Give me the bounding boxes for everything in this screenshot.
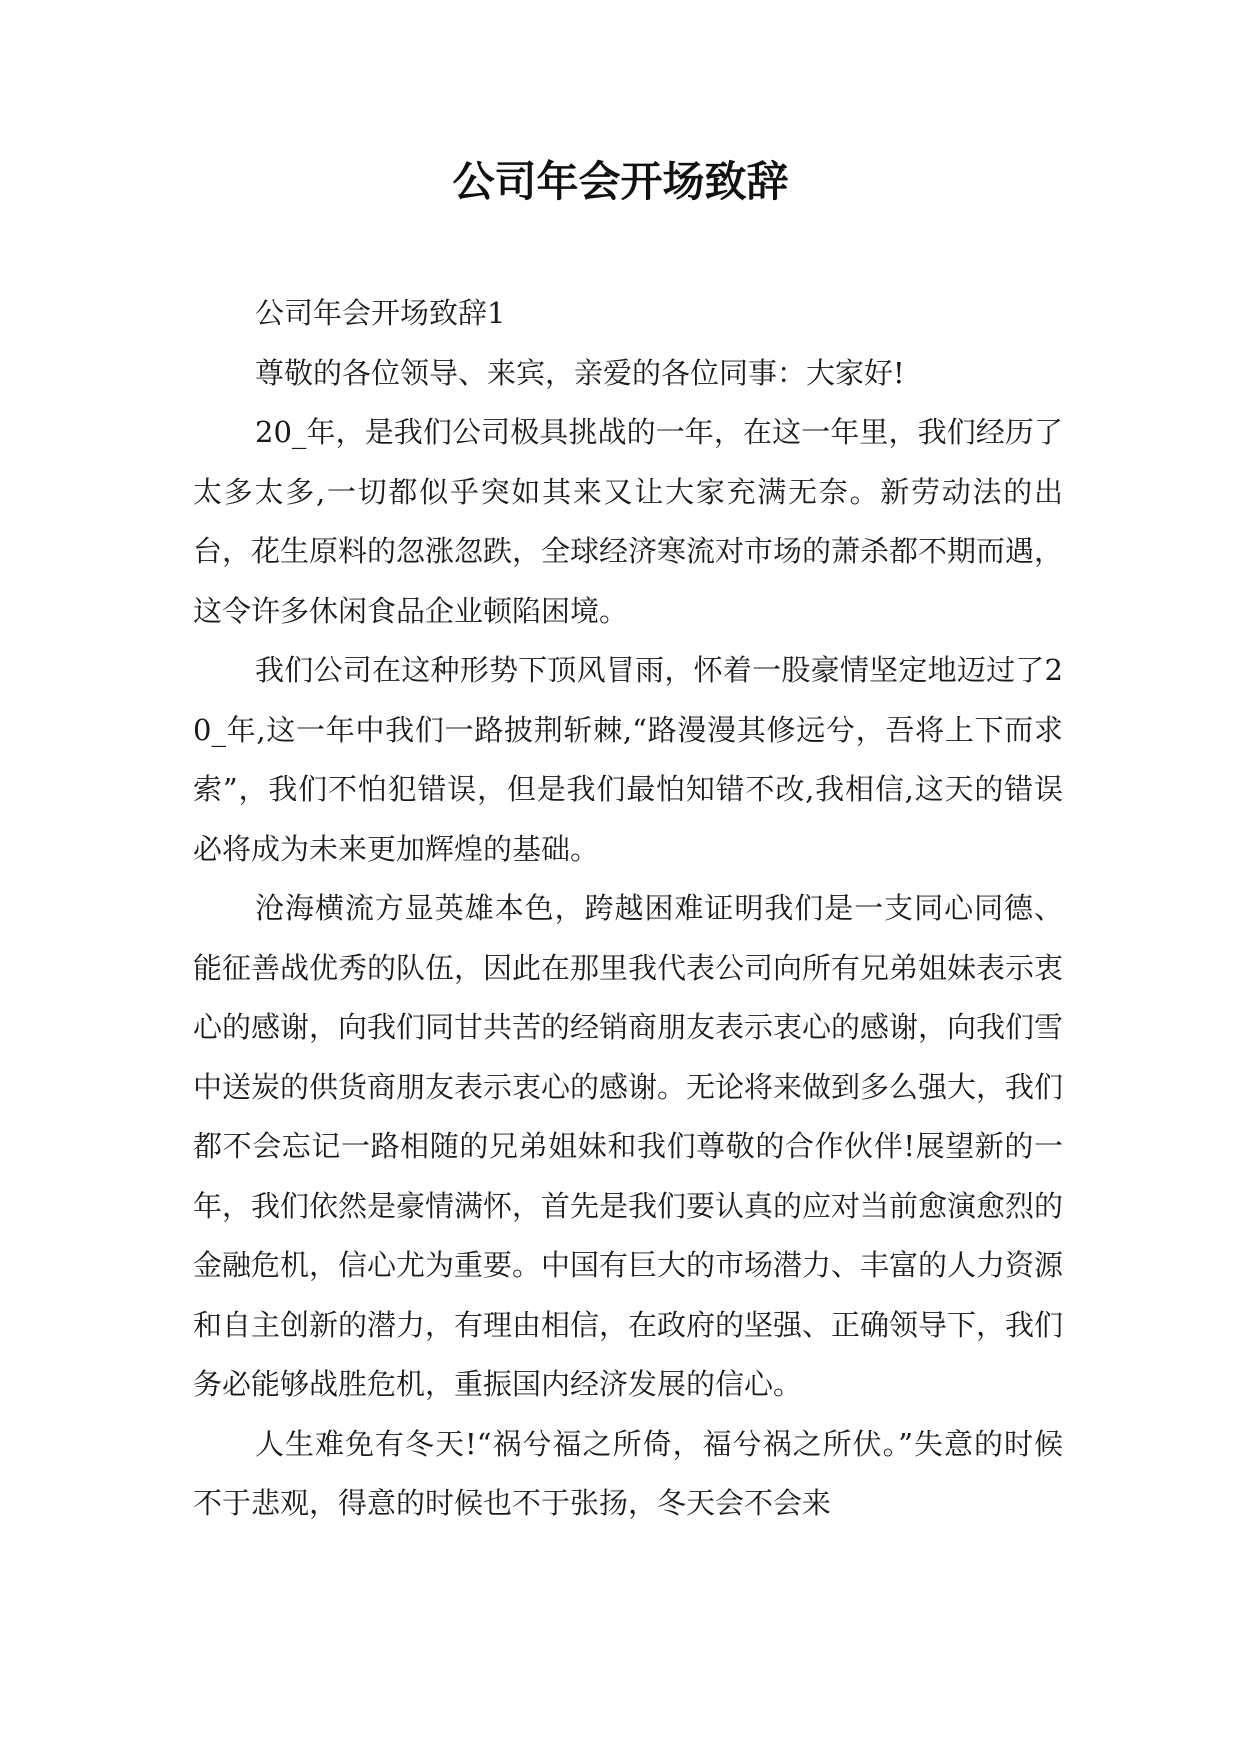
body-paragraph: 沧海横流方显英雄本色，跨越困难证明我们是一支同心同德、能征善战优秀的队伍，因此在那里我代表公司向所有兄弟姐妹表示衷心的感谢，向我们同甘共苦的经销商朋友表示衷心的感谢，向我们雪中送炭的供货商朋友表示衷心的感谢。无论将来做到多么强大，我们都不会忘记一路相随的兄弟姐妹和我们尊敬的合作伙伴!展望新的一年，我们依然是豪情满怀，首先是我们要认真的应对当前愈演愈烈的金融危机，信心尤为重要。中国有巨大的市场潜力、丰富的人力资源和自主创新的潜力，有理由相信，在政府的坚强、正确领导下，我们务必能够战胜危机，重振国内经济发展的信心。	[193, 891, 1064, 1401]
document-body	[193, 284, 1063, 1534]
body-paragraph: 我们公司在这种形势下顶风冒雨，怀着一股豪情坚定地迈过了20_年,这一年中我们一路披荆斩棘,“路漫漫其修远兮，吾将上下而求索”，我们不怕犯错误，但是我们最怕知错不改,我相信,这天的错误必将成为未来更加辉煌的基础。	[193, 653, 1063, 866]
body-paragraph: 20_年，是我们公司极具挑战的一年，在这一年里，我们经历了太多太多,一切都似乎突如其来又让大家充满无奈。新劳动法的出台，花生原料的忽涨忽跌，全球经济寒流对市场的萧杀都不期而遇，这令许多休闲食品企业顿陷困境。	[193, 415, 1064, 628]
document-title: 公司年会开场致辞	[452, 157, 789, 206]
greeting-paragraph: 尊敬的各位领导、来宾，亲爱的各位同事：大家好!	[255, 355, 905, 390]
section-heading: 公司年会开场致辞1	[255, 296, 506, 330]
body-paragraph: 人生难免有冬天!“祸兮福之所倚，福兮祸之所伏。”失意的时候不于悲观，得意的时候也不于张扬，冬天会不会来	[193, 1426, 1063, 1520]
